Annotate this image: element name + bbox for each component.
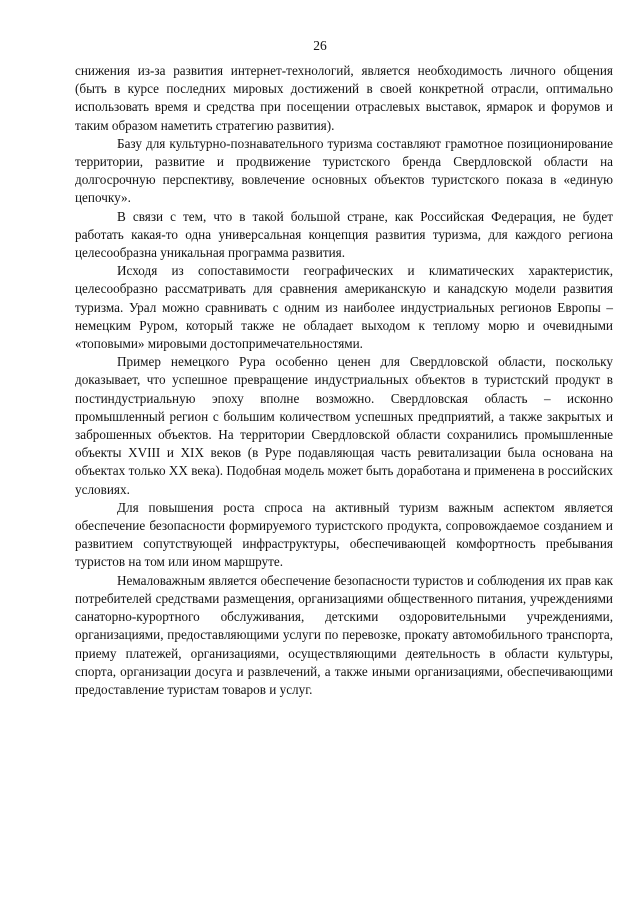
paragraph-cultural-tourism: Базу для культурно-познавательного туризма составляют грамотное позиционирование территории, развитие и продвижение туристского бренда Свердловской области на долгосрочную перспективу, вовлечение основных объектов туристского показа в «единую цепочку». — [75, 135, 613, 206]
body-text — [75, 62, 613, 699]
paragraph-regional-concept: В связи с тем, что в такой большой стране, как Российская Федерация, не будет работать какая-то одна универсальная концепция развития туризма, для каждого региона целесообразна уникальная программа развития. — [75, 208, 613, 261]
paragraph-active-tourism: Для повышения роста спроса на активный туризм важным аспектом является обеспечение безопасности формируемого туристского продукта, сопровождаемое созданием и развитием сопутствующей инфраструктуры, обеспечивающей комфортность пребывания туристов на том или ином маршруте. — [75, 499, 613, 570]
paragraph-tourist-safety: Немаловажным является обеспечение безопасности туристов и соблюдения их прав как потребителей средствами размещения, организациями общественного питания, учреждениями санаторно-курортного обслуживания, детскими оздоровительными учреждениями, организациями, предоставляющими услуги по перевозке, прокату автомобильного транспорта, приему платежей, организациями, осуществляющими деятельность в области культуры, спорта, организации досуга и развлечений, а также иными организациями, обеспечивающими предоставление туристам товаров и услуг. — [75, 572, 613, 697]
paragraph-ruhr-example: Пример немецкого Рура особенно ценен для Свердловской области, поскольку доказывает, что успешное превращение индустриальных объектов в туристский продукт в постиндустриальную эпоху вполне возможно. Свердловская область – исконно промышленный регион с большим количеством успешных предприятий, а также закрытых и заброшенных объектов. На территории Свердловской области сохранились промышленные объекты XVIII и XIX веков (в Руре подавляющая часть ревитализации была основана на объектах только XX века). Подобная модель может быть доработана и применена в российских условиях. — [75, 354, 613, 497]
paragraph-comparison-models: Исходя из сопоставимости географических и климатических характеристик, целесообразно рассматривать для сравнения американскую и канадскую модели развития туризма. Урал можно сравнивать с одним из наиболее индустриальных регионов Европы – немецким Руром, который также не обладает выходом к теплому морю и очевидными «топовыми» мировыми достопримечательностями. — [75, 263, 613, 352]
paragraph-continuation: снижения из-за развития интернет-технологий, является необходимость личного общения (быть в курсе последних мировых достижений в своей конкретной отрасли, оптимально использовать время и средства при посещении отраслевых выставок, ярмарок и форумов и таким образом наметить стратегию развития). — [75, 63, 613, 133]
page-number: 26 — [313, 38, 327, 53]
